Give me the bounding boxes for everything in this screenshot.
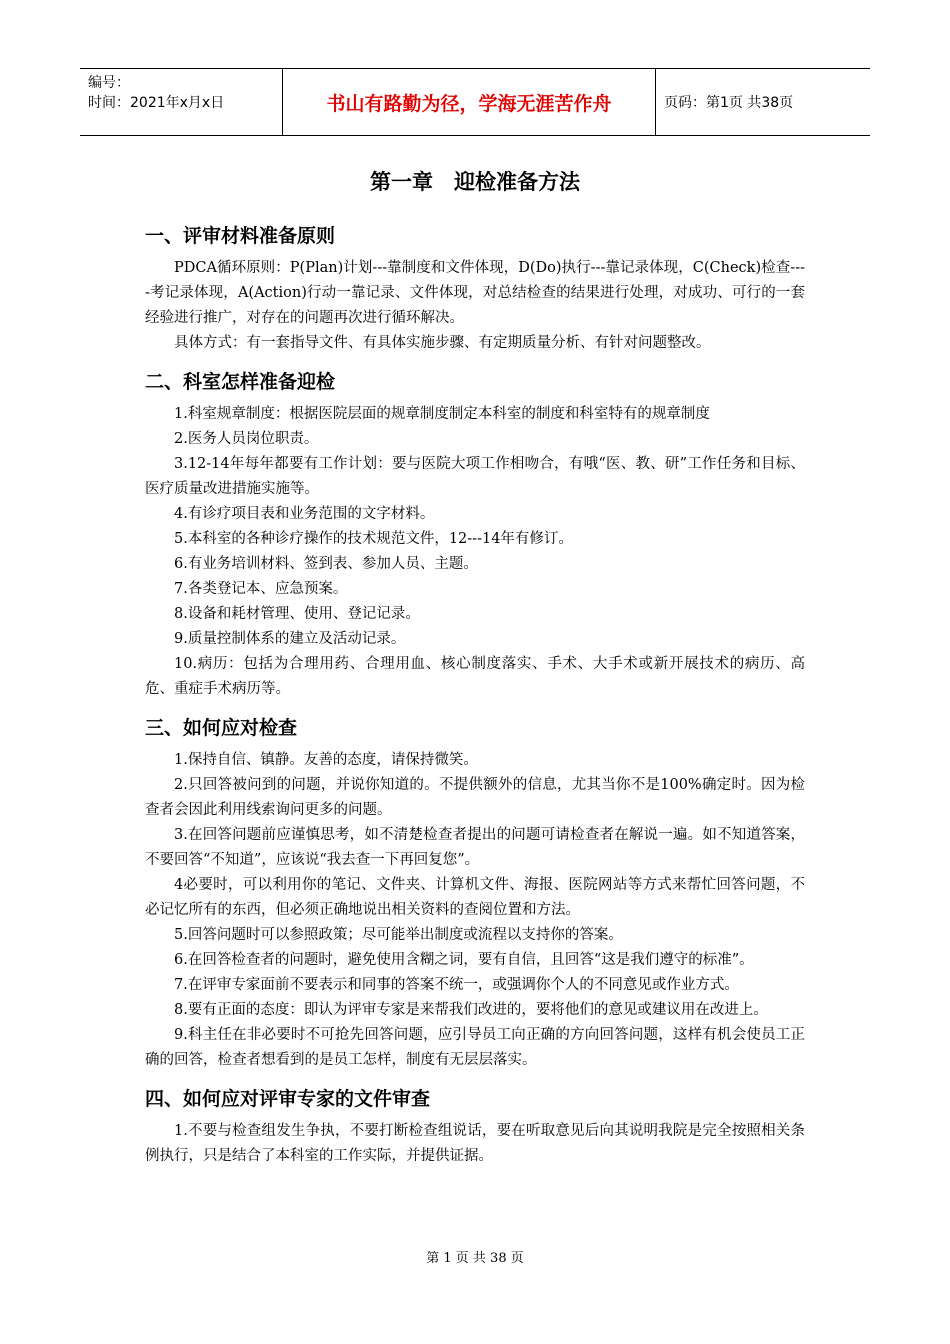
page-header xyxy=(80,68,870,136)
list-item: 4必要时，可以利用你的笔记、文件夹、计算机文件、海报、医院网站等方式来帮忙回答问题，不必记忆所有的东西，但必须正确地说出相关资料的查阅位置和方法。 xyxy=(145,877,805,918)
header-meta xyxy=(80,69,282,135)
list-item: 8.要有正面的态度：即认为评审专家是来帮我们改进的，要将他们的意见或建议用在改进上。 xyxy=(174,1002,768,1018)
header-motto: 书山有路勤为径，学海无涯苦作舟 xyxy=(282,69,656,135)
list-item: 7.在评审专家面前不要表示和同事的答案不统一，或强调你个人的不同意见或作业方式。 xyxy=(174,977,739,993)
list-item: 3.12-14年每年都要有工作计划：要与医院大项工作相吻合，有哦“医、教、研”工作任务和目标、医疗质量改进措施实施等。 xyxy=(145,456,805,497)
section-4 xyxy=(145,1079,805,1169)
list-item: 1.保持自信、镇静。友善的态度，请保持微笑。 xyxy=(174,752,478,768)
list-item: 7.各类登记本、应急预案。 xyxy=(174,581,348,597)
page-footer: 第 1 页 共 38 页 xyxy=(426,1251,524,1266)
section-title: 四、如何应对评审专家的文件审查 xyxy=(145,1088,431,1110)
list-item: 3.在回答问题前应谨慎思考，如不清楚检查者提出的问题可请检查者在解说一遍。如不知道答案，不要回答“不知道”，应该说“我去查一下再回复您”。 xyxy=(145,827,805,868)
section-3 xyxy=(145,708,805,1073)
list-item: 1.科室规章制度：根据医院层面的规章制度制定本科室的制度和科室特有的规章制度 xyxy=(174,406,710,422)
list-item: 2.只回答被问到的问题，并说你知道的。不提供额外的信息，尤其当你不是100%确定时。因为检查者会因此利用线索询问更多的问题。 xyxy=(145,777,805,818)
section-title: 三、如何应对检查 xyxy=(145,717,298,739)
list-item: 4.有诊疗项目表和业务范围的文字材料。 xyxy=(174,506,435,522)
chapter-title: 第一章 迎检准备方法 xyxy=(370,170,580,194)
list-item: 2.医务人员岗位职责。 xyxy=(174,431,319,447)
list-item: 5.回答问题时可以参照政策；尽可能举出制度或流程以支持你的答案。 xyxy=(174,927,623,943)
paragraph: PDCA循环原则：P(Plan)计划---靠制度和文件体现，D(Do)执行---靠记录体现，C(Check)检查----考记录体现，A(Action)行动一靠记录、文件体现，对总结检查的结果进行处理，对成功、可行的一套经验进行推广，对存在的问题再次进行循环解决。 xyxy=(145,260,805,326)
document-number-label: 编号： xyxy=(88,75,130,91)
list-item: 8.设备和耗材管理、使用、登记记录。 xyxy=(174,606,420,622)
section-title: 一、评审材料准备原则 xyxy=(145,225,336,247)
paragraph: 具体方式：有一套指导文件、有具体实施步骤、有定期质量分析、有针对问题整改。 xyxy=(174,335,711,351)
document-date: 时间：2021年x月x日 xyxy=(88,95,225,111)
list-item: 6.有业务培训材料、签到表、参加人员、主题。 xyxy=(174,556,478,572)
section-2 xyxy=(145,362,805,702)
section-title: 二、科室怎样准备迎检 xyxy=(145,371,336,393)
section-1 xyxy=(145,216,805,356)
list-item: 10.病历：包括为合理用药、合理用血、核心制度落实、手术、大手术或新开展技术的病历、高危、重症手术病历等。 xyxy=(145,656,805,697)
list-item: 9.科主任在非必要时不可抢先回答问题，应引导员工向正确的方向回答问题，这样有机会使员工正确的回答，检查者想看到的是员工怎样，制度有无层层落实。 xyxy=(145,1027,805,1068)
list-item: 6.在回答检查者的问题时，避免使用含糊之词，要有自信，且回答“这是我们遵守的标准”。 xyxy=(174,952,754,968)
list-item: 1.不要与检查组发生争执，不要打断检查组说话，要在听取意见后向其说明我院是完全按照相关条例执行，只是结合了本科室的工作实际，并提供证据。 xyxy=(145,1123,805,1164)
list-item: 9.质量控制体系的建立及活动记录。 xyxy=(174,631,406,647)
document-body xyxy=(145,160,805,1175)
list-item: 5.本科室的各种诊疗操作的技术规范文件，12---14年有修订。 xyxy=(174,531,573,547)
header-page-info: 页码：第1页 共38页 xyxy=(664,95,794,111)
